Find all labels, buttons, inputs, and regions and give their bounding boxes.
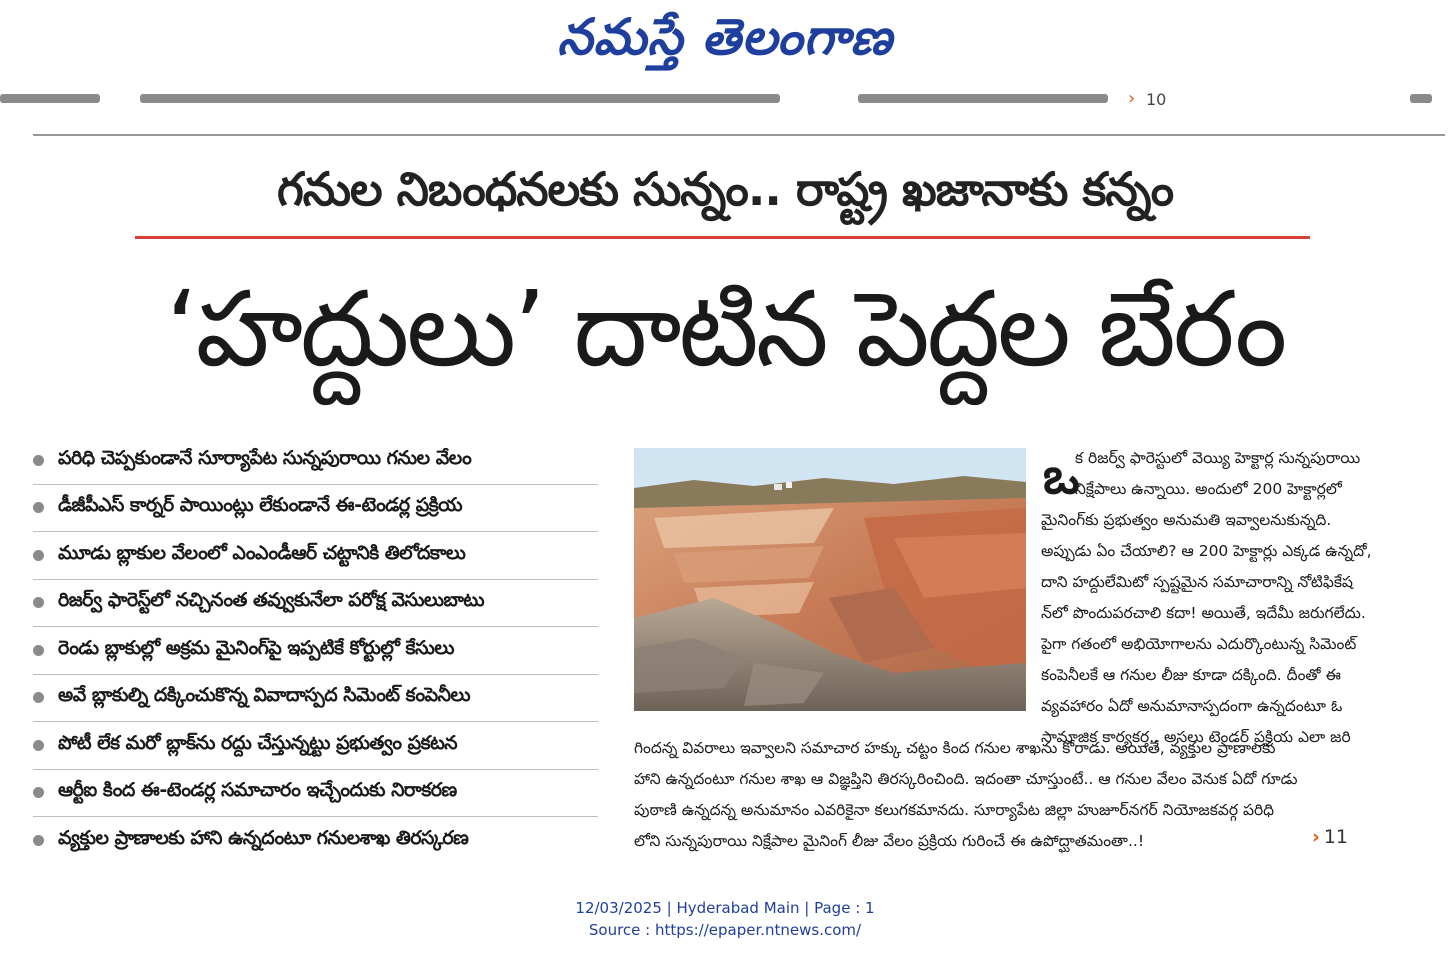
kicker-headline: గనుల నిబంధనలకు సున్నం.. రాష్ట్ర ఖజానాకు కన్నం xyxy=(276,162,1174,216)
bullet-icon xyxy=(33,597,44,608)
main-headline: ‘హద్దులు’ దాటిన పెద్దల బేరం xyxy=(165,268,1285,390)
bullet-icon xyxy=(33,692,44,703)
list-item: పోటీ లేక మరో బ్లాక్‌ను రద్దు చేస్తున్నట్టు ప్రభుత్వం ప్రకటన xyxy=(33,722,598,770)
footer-source-link[interactable]: Source : https://epaper.ntnews.com/ xyxy=(588,921,862,939)
masthead-logo: నమస్తే తెలంగాణ xyxy=(557,8,893,66)
article-body-wide: గిందన్న వివరాలు ఇవ్వాలని సమాచార హక్కు చట్టం కింద గనుల శాఖను కోరాడు. అయితే, వ్యక్తుల ప్రాణాలకు హాని ఉన్నదంటూ గనుల శాఖ ఆ విజ్ఞప్తిని తిరస్కరించింది. ఇదంతా చూస్తుంటే.. ఆ గనుల వేలం వెనుక ఏదో గూడు పుఠాణి ఉన్నదన్న అనుమానం ఎవరికైనా కలుగకమానదు. సూర్యాపేట జిల్లా హుజూర్‌నగర్ నియోజకవర్గ పరిధి లోని సున్నపురాయి నిక్షేపాల మైనింగ్ లీజు వేలం ప్రక్రియ గురించే ఈ ఉపోద్ఘాతమంతా..! xyxy=(634,739,1298,850)
ticker-page-ref: 10 xyxy=(1146,90,1167,109)
bullet-icon xyxy=(33,455,44,466)
list-item: పరిధి చెప్పకుండానే సూర్యాపేట సున్నపురాయి గనుల వేలం xyxy=(33,437,598,485)
bullet-icon xyxy=(33,787,44,798)
footer-edition-info: 12/03/2025 | Hyderabad Main | Page : 1 xyxy=(575,899,875,917)
kicker-underline xyxy=(135,236,1310,239)
highlights-list xyxy=(33,437,598,865)
list-item: వ్యక్తుల ప్రాణాలకు హాని ఉన్నదంటూ గనులశాఖ తిరస్కరణ xyxy=(33,817,598,865)
list-item: డీజీపీఎస్ కార్నర్ పాయింట్లు లేకుండానే ఈ-టెండర్ల ప్రక్రియ xyxy=(33,485,598,533)
chevron-right-icon: › xyxy=(1128,88,1136,109)
list-item: రెండు బ్లాకుల్లో అక్రమ మైనింగ్‌పై ఇప్పటికే కోర్టుల్లో కేసులు xyxy=(33,627,598,675)
list-item: అవే బ్లాకుల్ని దక్కించుకొన్న వివాదాస్పద సిమెంట్ కంపెనీలు xyxy=(33,675,598,723)
mine-photo xyxy=(634,448,1026,711)
article-column-right: క రిజర్వ్ ఫారెస్టులో వెయ్యి హెక్టార్ల సున్నపురాయి నిక్షేపాలు ఉన్నాయి. అందులో 200 హెక్టార్లలో మైనింగ్‌కు ప్రభుత్వం అనుమతి ఇవ్వాలనుకున్నది. అప్పుడు ఏం చేయాలి? ఆ 200 హెక్టార్లు ఎక్కడ ఉన్నదో, దాని హద్దులేమిటో స్పష్టమైన సమాచారాన్ని నోటిఫికేష న్‌లో పొందుపరచాలి కదా! అయితే, ఇదేమీ జరుగలేదు. పైగా గతంలో అభియోగాలను ఎదుర్కొంటున్న సిమెంట్ కంపెనీలకే ఆ గనుల లీజు కూడా దక్కింది. దీంతో ఈ వ్యవహారం ఏదో అనుమానాస్పదంగా ఉన్నదంటూ ఓ సామాజిక కార్యకర్త.. అసలు టెండర్ ప్రక్రియ ఎలా జరి xyxy=(1041,449,1372,746)
list-item: రిజర్వ్ ఫారెస్ట్‌లో నచ్చినంత తవ్వుకునేలా పరోక్ష వెసులుబాటు xyxy=(33,580,598,628)
continued-page-link[interactable] xyxy=(1312,826,1348,848)
jump-page-number: 11 xyxy=(1323,826,1349,848)
dropcap-letter: ఒ xyxy=(1043,447,1080,505)
list-item: మూడు బ్లాకుల వేలంలో ఎంఎండీఆర్ చట్టానికి తిలోదకాలు xyxy=(33,532,598,580)
chevron-right-icon: › xyxy=(1312,826,1320,848)
top-divider xyxy=(33,134,1445,136)
list-item: ఆర్టీఐ కింద ఈ-టెండర్ల సమాచారం ఇచ్చేందుకు నిరాకరణ xyxy=(33,770,598,818)
bullet-icon xyxy=(33,502,44,513)
bullet-icon xyxy=(33,645,44,656)
footer xyxy=(0,897,1450,941)
bullet-icon xyxy=(33,550,44,561)
bullet-icon xyxy=(33,740,44,751)
ticker-strip xyxy=(0,88,1450,110)
bullet-icon xyxy=(33,835,44,846)
